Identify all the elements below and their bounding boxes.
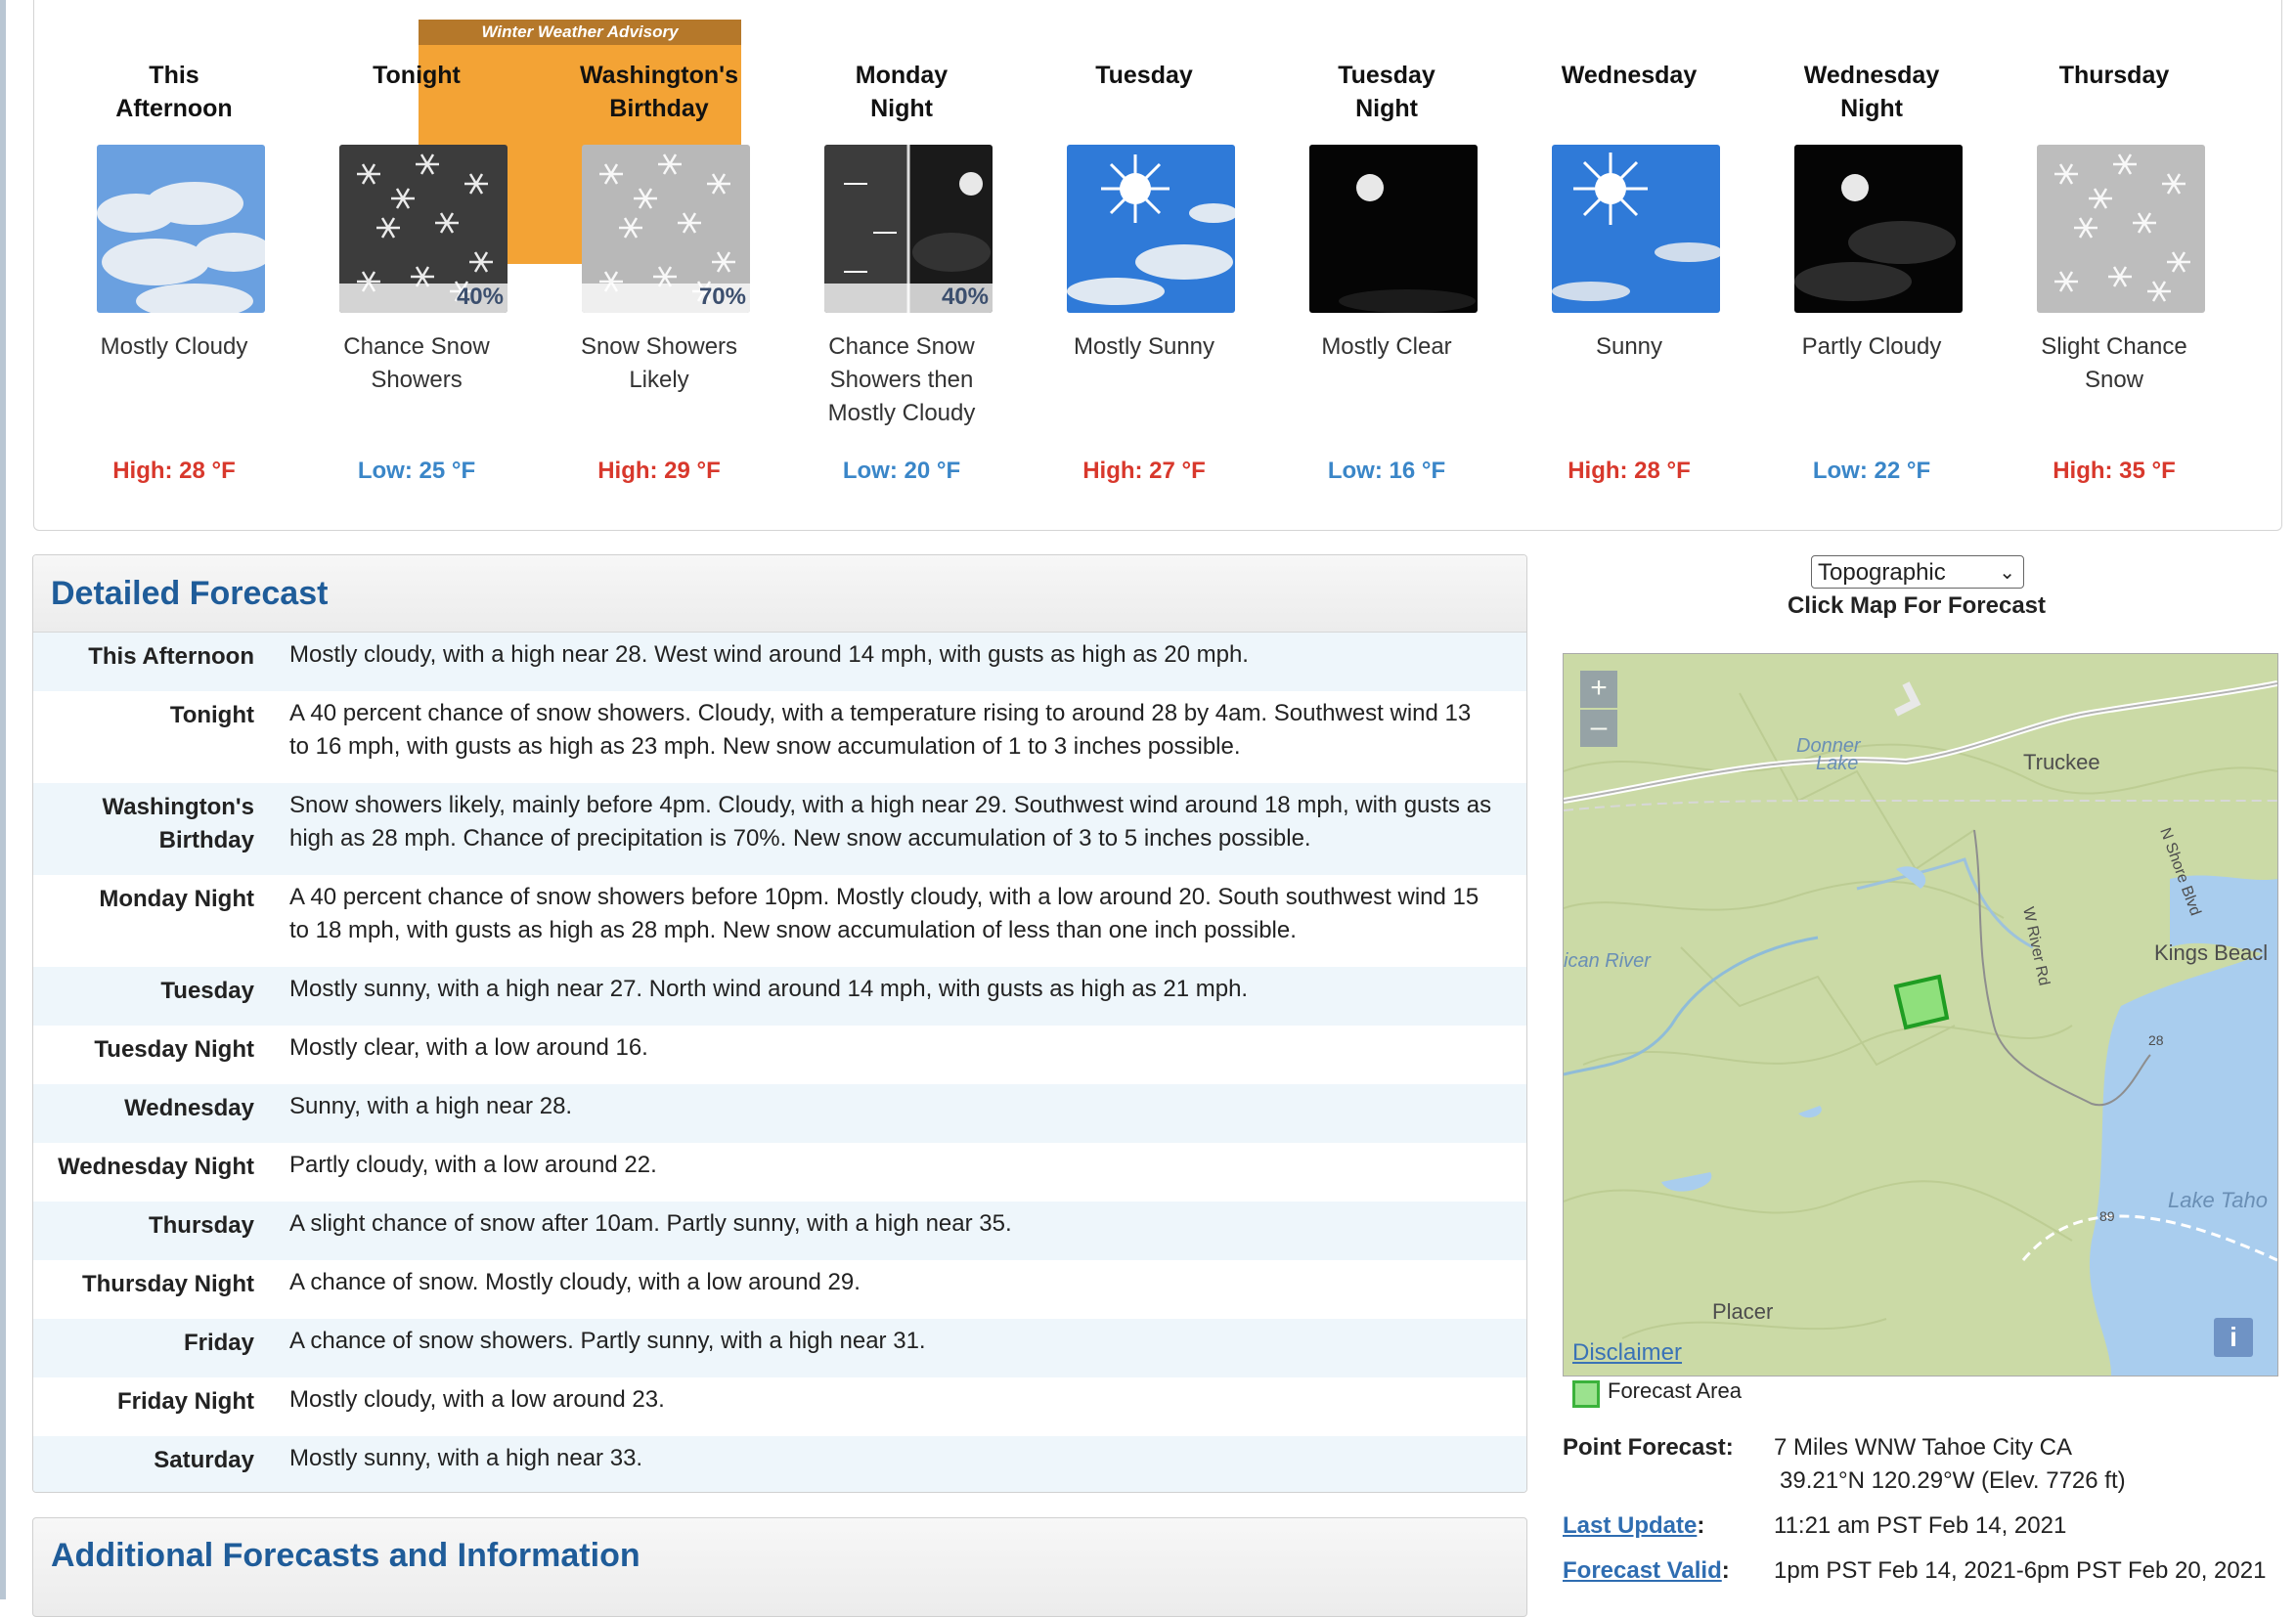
forecast-row-label: Tonight <box>169 702 254 728</box>
short-forecast: Snow Showers Likely <box>580 333 738 393</box>
mostly-sunny-icon[interactable] <box>1067 145 1235 313</box>
forecast-row-text: Partly cloudy, with a low around 22. <box>289 1152 657 1178</box>
forecast-area-legend-label: Forecast Area <box>1608 1378 1742 1403</box>
forecast-row <box>33 1319 1526 1377</box>
period-name: Tonight <box>373 62 461 89</box>
forecast-row-label: Tuesday Night <box>94 1036 254 1063</box>
forecast-row <box>33 1377 1526 1436</box>
period-temperature: High: 28 °F <box>112 458 236 484</box>
short-forecast: Mostly Sunny <box>1073 333 1215 360</box>
forecast-row <box>33 967 1526 1026</box>
period-temperature: High: 28 °F <box>1567 458 1691 484</box>
forecast-row-text: Sunny, with a high near 28. <box>289 1093 573 1119</box>
forecast-row-label: Wednesday Night <box>58 1154 254 1180</box>
last-update-link[interactable]: Last Update <box>1563 1512 1698 1539</box>
point-forecast <box>1563 1431 2072 1464</box>
map-label-truckee: Truckee <box>2023 750 2100 774</box>
zoom-out-button[interactable]: – <box>1580 710 1617 747</box>
forecast-row-text: Mostly sunny, with a high near 27. North wind around 14 mph, with gusts as high as 21 mph. <box>289 976 1249 1002</box>
map-label-route-89: 89 <box>2099 1208 2115 1224</box>
forecast-row <box>33 1084 1526 1143</box>
period-name: Tuesday <box>1095 62 1193 89</box>
map-label-lake-tahoe: Lake Taho <box>2168 1188 2268 1212</box>
chevron-down-icon: ⌄ <box>1999 562 2015 584</box>
precip-chance: 40% <box>941 284 989 310</box>
forecast-area-legend-swatch <box>1572 1380 1600 1408</box>
forecast-row-label: Thursday <box>148 1212 254 1239</box>
forecast-row <box>33 1436 1526 1493</box>
map-info-button[interactable]: i <box>2214 1318 2253 1357</box>
period-temperature: Low: 16 °F <box>1327 458 1446 484</box>
short-forecast: Mostly Clear <box>1321 333 1452 360</box>
forecast-row-text: A chance of snow. Mostly cloudy, with a low around 29. <box>289 1269 861 1295</box>
map-type-value: Topographic <box>1818 559 1946 586</box>
forecast-row-text: A chance of snow showers. Partly sunny, with a high near 31. <box>289 1328 926 1354</box>
forecast-row <box>33 1260 1526 1319</box>
map-label-lake: Lake <box>1816 753 1859 774</box>
click-map-label: Click Map For Forecast <box>1787 592 2047 619</box>
forecast-row <box>33 691 1526 783</box>
forecast-row-text: A 40 percent chance of snow showers before 10pm. Mostly cloudy, with a low around 20. South southwest wind 15 to 18 mph, with gusts as high as 28 mph. New snow accumulation of less than one inch possible. <box>289 884 1479 943</box>
forecast-row-text: Mostly cloudy, with a low around 23. <box>289 1386 665 1413</box>
forecast-row-text: Snow showers likely, mainly before 4pm. Cloudy, with a high near 29. Southwest wind around 18 mph, with gusts as high as 28 mph. Chance of precipitation is 70%. New snow accumulation of 3 to 5 inches possible. <box>289 792 1492 852</box>
detailed-forecast-panel <box>32 554 1527 1493</box>
forecast-row-label: Friday <box>183 1330 254 1356</box>
period-name: Monday Night <box>855 62 949 122</box>
snow-then-cloudy-night-icon[interactable] <box>824 145 993 313</box>
forecast-row-label: Wednesday <box>124 1095 254 1121</box>
sunny-icon[interactable] <box>1552 145 1720 313</box>
last-update-value: 11:21 am PST Feb 14, 2021 <box>1774 1512 2067 1539</box>
period-temperature: High: 27 °F <box>1082 458 1206 484</box>
forecast-row-label: This Afternoon <box>88 643 254 670</box>
map-label-kings-beach: Kings Beacl <box>2154 940 2269 965</box>
short-forecast: Mostly Cloudy <box>100 333 248 360</box>
forecast-row-text: Mostly sunny, with a high near 33. <box>289 1445 643 1471</box>
forecast-row-label: Friday Night <box>116 1388 254 1415</box>
forecast-row <box>33 783 1526 875</box>
detailed-forecast-title: Detailed Forecast <box>33 555 1526 633</box>
map-label-route-28: 28 <box>2148 1032 2164 1048</box>
additional-forecasts-title: Additional Forecasts and Information <box>51 1537 640 1574</box>
forecast-row-text: A 40 percent chance of snow showers. Cloudy, with a temperature rising to around 28 by 4am. Southwest wind 13 to 16 mph, with gusts as high as 23 mph. New snow accumulation of 1 to 3 inches possible. <box>289 700 1472 760</box>
mostly-cloudy-day-icon[interactable] <box>97 145 265 313</box>
zoom-in-button[interactable]: + <box>1580 671 1617 708</box>
point-forecast-label: Point Forecast: <box>1563 1434 1734 1461</box>
forecast-row-label: Saturday <box>154 1447 254 1473</box>
period-name: This Afternoon <box>115 62 233 122</box>
forecast-row <box>33 875 1526 967</box>
forecast-row-text: Mostly cloudy, with a high near 28. West wind around 14 mph, with gusts as high as 20 mph. <box>289 641 1249 668</box>
forecast-row <box>33 1202 1526 1260</box>
period-name: Tuesday Night <box>1338 62 1435 122</box>
period-name: Thursday <box>2058 62 2170 89</box>
forecast-row-label: Thursday Night <box>81 1271 254 1297</box>
period-temperature: Low: 20 °F <box>842 458 961 484</box>
map-label-river: ican River <box>1564 950 1651 972</box>
short-forecast: Partly Cloudy <box>1801 333 1942 360</box>
period-temperature: High: 29 °F <box>597 458 721 484</box>
forecast-row <box>33 1143 1526 1202</box>
precip-chance: 70% <box>698 284 746 310</box>
winter-weather-advisory-label[interactable]: Winter Weather Advisory <box>419 20 741 45</box>
short-forecast: Slight Chance Snow <box>2041 333 2187 393</box>
forecast-row <box>33 633 1526 691</box>
forecast-area-polygon[interactable] <box>1896 977 1947 1027</box>
forecast-row-label: Monday Night <box>99 886 254 912</box>
snow-day-icon[interactable] <box>582 145 750 313</box>
map-zoom-controls <box>1580 671 1617 749</box>
map-type-select[interactable] <box>1811 555 2024 589</box>
forecast-row-label: Tuesday <box>160 978 254 1004</box>
forecast-row <box>33 1026 1526 1084</box>
period-temperature: Low: 25 °F <box>357 458 476 484</box>
short-forecast: Sunny <box>1595 333 1663 360</box>
map-label-w-river-rd: W River Rd <box>2019 905 2053 987</box>
map-label-donner: Donner <box>1796 735 1861 757</box>
short-forecast: Chance Snow Showers then Mostly Cloudy <box>827 333 976 426</box>
map-label-placer: Placer <box>1712 1299 1774 1324</box>
period-temperature: Low: 22 °F <box>1812 458 1931 484</box>
additional-forecasts-panel <box>32 1517 1527 1617</box>
forecast-valid-link[interactable]: Forecast Valid <box>1563 1557 1722 1584</box>
period-name: Wednesday <box>1561 62 1698 89</box>
period-name: Wednesday Night <box>1803 62 1940 122</box>
forecast-map[interactable] <box>1563 653 2278 1377</box>
point-forecast-coords: 39.21°N 120.29°W (Elev. 7726 ft) <box>1780 1467 2126 1494</box>
last-update: Last Update: 11:21 am PST Feb 14, 2021 <box>1563 1509 1704 1543</box>
clear-night-icon[interactable] <box>1309 145 1478 313</box>
point-forecast-location: 7 Miles WNW Tahoe City CA <box>1774 1434 2072 1461</box>
left-edge-bar <box>0 0 6 1599</box>
period-temperature: High: 35 °F <box>2053 458 2176 484</box>
forecast-valid: Forecast Valid: 1pm PST Feb 14, 2021-6pm PST Feb 20, 2021 <box>1563 1554 1730 1588</box>
short-forecast: Chance Snow Showers <box>343 333 490 393</box>
map-label-n-shore: N Shore Blvd <box>2156 825 2204 918</box>
precip-chance: 40% <box>456 284 504 310</box>
snow-night-icon[interactable] <box>339 145 508 313</box>
slight-chance-snow-icon[interactable] <box>2037 145 2205 313</box>
forecast-valid-value: 1pm PST Feb 14, 2021-6pm PST Feb 20, 2021 <box>1774 1557 2267 1584</box>
period-name: Washington's Birthday <box>580 62 738 122</box>
partly-cloudy-night-icon[interactable] <box>1794 145 1963 313</box>
disclaimer-link[interactable]: Disclaimer <box>1572 1339 1683 1366</box>
forecast-row-text: Mostly clear, with a low around 16. <box>289 1034 648 1061</box>
forecast-row-label: Washington's Birthday <box>102 794 254 853</box>
forecast-row-text: A slight chance of snow after 10am. Partly sunny, with a high near 35. <box>289 1210 1012 1237</box>
